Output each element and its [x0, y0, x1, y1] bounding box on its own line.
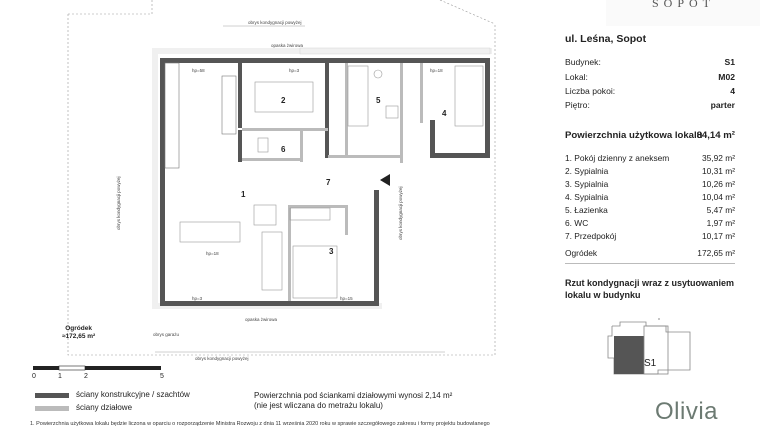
room-area: 35,92 m²: [701, 153, 735, 163]
label-obrys-right: obrys kondygnacji powyżej: [398, 186, 403, 240]
dining-table: [180, 222, 240, 242]
room-area: 10,04 m²: [701, 192, 735, 202]
room-label: 6. WC: [565, 218, 589, 228]
label-hp-1: hp=58: [192, 68, 205, 73]
info-label: Budynek:: [565, 57, 601, 67]
garden-plan-value: ≈172,65 m²: [62, 333, 96, 340]
legend-label-structural: ściany konstrukcyjne / szachtów: [76, 390, 190, 399]
info-value: 4: [730, 86, 735, 96]
info-row-unit: [565, 72, 735, 84]
garden-label: Ogródek: [565, 248, 598, 258]
legend-swatch-structural: [35, 393, 69, 398]
site-plan-unit: [614, 336, 644, 374]
kitchen-counter: [165, 63, 179, 168]
legend-label-partition: ściany działowe: [76, 403, 133, 412]
label-hp-3: hp=18: [430, 68, 443, 73]
room-label: 1. Pokój dzienny z aneksem: [565, 153, 670, 163]
armchair: [254, 205, 276, 225]
brand-logo-olivia: Olivia: [655, 398, 719, 425]
room-label: 2. Sypialnia: [565, 166, 609, 176]
room-number-5: 5: [376, 96, 381, 105]
bed-room-4: [455, 66, 483, 126]
room-area: 1,97 m²: [706, 218, 735, 228]
garden-row: [565, 248, 735, 258]
label-hp-4: hp=18: [206, 251, 219, 256]
info-value: S1: [724, 57, 735, 67]
room-number-6: 6: [281, 145, 286, 154]
info-label: Piętro:: [565, 100, 590, 110]
info-row-floor: [565, 100, 735, 112]
info-row-building: [565, 57, 735, 69]
info-value: parter: [710, 100, 735, 110]
legend-swatch-partition: [35, 406, 69, 411]
site-plan: [590, 318, 700, 378]
structural-walls: [160, 58, 490, 306]
room-number-2: 2: [281, 96, 286, 105]
bathtub: [348, 66, 368, 126]
partition-area-note: Powierzchnia pod ściankami działowymi wynosi 2,14 m² (nie jest wliczana do metrażu lokalu): [254, 391, 453, 410]
label-obrys-garazu: obrys garażu: [153, 332, 180, 337]
room-row: [565, 153, 735, 165]
room-area: 10,17 m²: [701, 231, 735, 241]
info-value: M02: [718, 72, 735, 82]
room-area: 10,31 m²: [701, 166, 735, 176]
room-number-7: 7: [326, 178, 331, 187]
scale-bar: [33, 364, 173, 374]
plan-outline-top-left: [68, 0, 152, 14]
label-opaska-top: opaska żwirowa: [271, 43, 304, 48]
room-number-3: 3: [329, 247, 334, 256]
scale-tick-2: 2: [84, 373, 88, 380]
label-obrys-bottom: obrys kondygnacji powyżej: [195, 356, 249, 361]
footnote: 1. Powierzchnia użytkowa lokalu będzie liczona w oparciu o rozporządzenie Ministra Rozwoju z dnia 11 września 2020 roku w sprawie szczegółowego zakresu i formy projektu budowlanego: [30, 421, 490, 427]
room-area: 10,26 m²: [701, 179, 735, 189]
label-opaska-bottom: opaska żwirowa: [245, 317, 278, 322]
room-row: [565, 231, 735, 243]
usable-area-row: [565, 130, 735, 141]
bathroom-sink: [374, 70, 382, 78]
label-hp-2: hp=3: [289, 68, 300, 73]
gravel-left: [152, 48, 158, 308]
room-label: 5. Łazienka: [565, 205, 608, 215]
room-label: 4. Sypialnia: [565, 192, 609, 202]
usable-area-label: Powierzchnia użytkowa lokalu: [565, 130, 703, 141]
info-label: Lokal:: [565, 72, 588, 82]
label-obrys-left: obrys kondygnacji powyżej: [116, 176, 121, 230]
sofa: [262, 232, 282, 290]
room-row: [565, 166, 735, 178]
usable-area-value: 84,14 m²: [696, 130, 735, 141]
room-row: [565, 192, 735, 204]
room-number-1: 1: [241, 190, 246, 199]
room-number-4: 4: [442, 109, 447, 118]
kitchen-island: [222, 76, 236, 134]
plan-outline-diagonal: [440, 0, 495, 24]
entrance-arrow: [380, 174, 390, 186]
divider: [565, 263, 735, 264]
room-label: 7. Przedpokój: [565, 231, 617, 241]
washing-machine: [386, 106, 398, 118]
info-label: Liczba pokoi:: [565, 86, 616, 96]
brand-logo-top: SOPOT: [652, 0, 716, 10]
room-row: [565, 179, 735, 191]
label-hp-6: hp=15: [340, 296, 353, 301]
gravel-top: [152, 48, 492, 54]
label-obrys-top: obrys kondygnacji powyżej: [248, 20, 302, 25]
room-label: 3. Sypialnia: [565, 179, 609, 189]
room-row: [565, 218, 735, 230]
address: ul. Leśna, Sopot: [565, 33, 647, 45]
scale-tick-0: 0: [32, 373, 36, 380]
scale-tick-5: 5: [160, 373, 164, 380]
wardrobe: [290, 208, 330, 220]
room-row: [565, 205, 735, 217]
label-hp-5: hp=3: [192, 296, 203, 301]
partition-walls: [242, 63, 423, 301]
site-plan-label: S1: [644, 358, 657, 369]
wc-toilet: [258, 138, 268, 152]
scale-tick-1: 1: [58, 373, 62, 380]
site-plan-title: Rzut kondygnacji wraz z usytuowaniem lokalu w budynku: [565, 278, 735, 300]
garden-value: 172,65 m²: [697, 248, 735, 258]
info-row-rooms-count: [565, 86, 735, 98]
room-area: 5,47 m²: [706, 205, 735, 215]
garden-plan-title: Ogródek: [65, 325, 92, 332]
garden-plan-label: [62, 325, 95, 341]
